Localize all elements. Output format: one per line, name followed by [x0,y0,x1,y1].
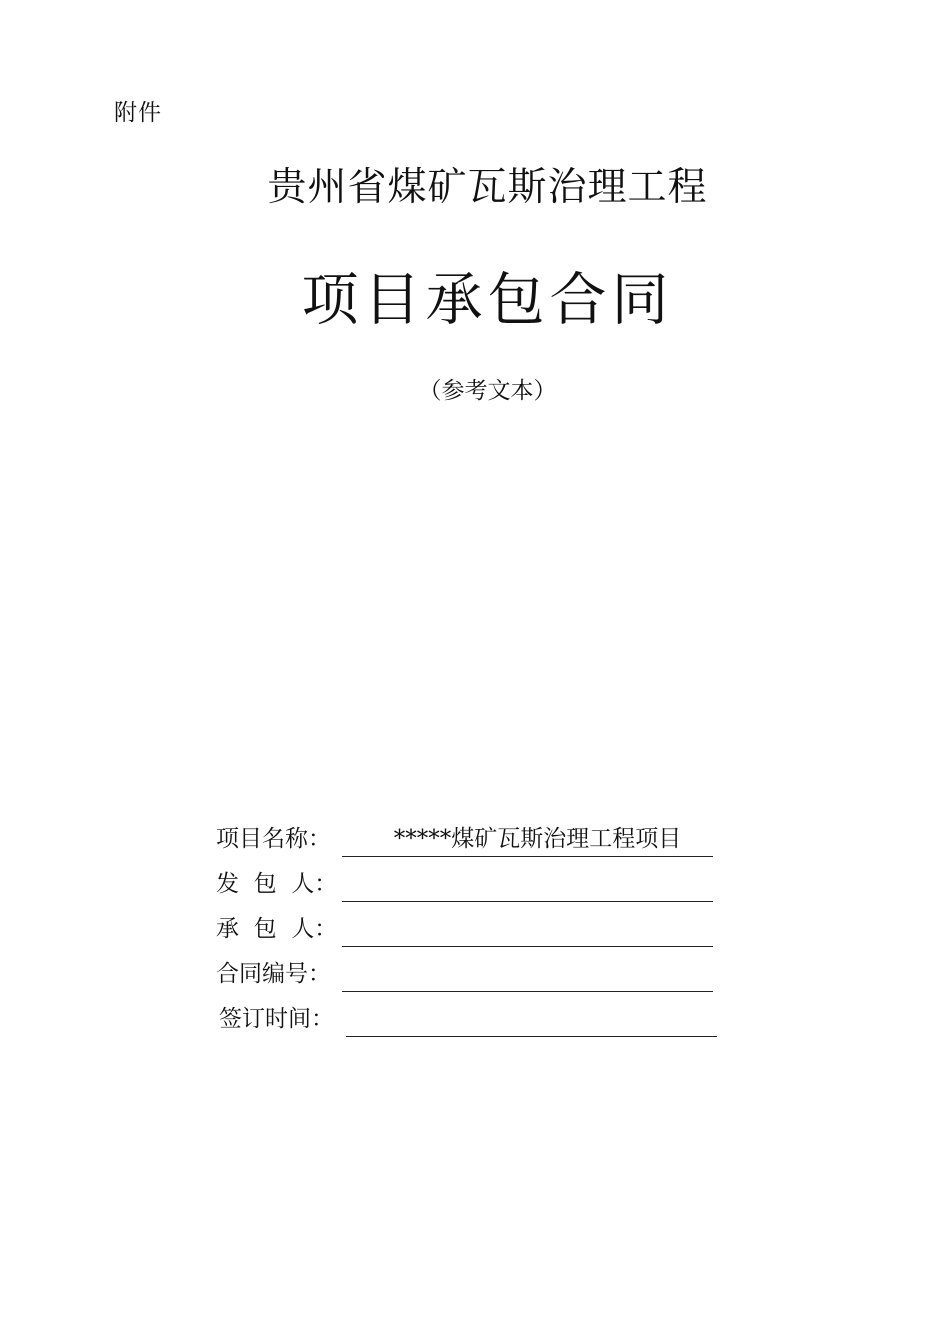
document-title-line2: 项目承包合同 [301,267,674,333]
field-label-signing-date: 签订时间： [219,1006,334,1032]
underline-signing-date [346,1036,717,1037]
contract-info-fields [216,818,736,1043]
field-label-employer: 发 包 人： [216,871,338,897]
document-title-line1: 贵州省煤矿瓦斯治理工程 [267,165,708,210]
field-label-project-name: 项目名称： [216,826,331,852]
underline-contract-number [342,991,713,992]
field-contractor [216,908,736,953]
field-label-contractor: 承 包 人： [216,916,338,942]
field-employer [216,863,736,908]
field-label-contract-number: 合同编号： [216,961,331,987]
field-value-project-name: *****煤矿瓦斯治理工程项目 [393,826,682,852]
field-project-name [216,818,736,863]
underline-contractor [342,946,713,947]
document-subtitle: （参考文本） [418,378,557,404]
attachment-label: 附件 [114,100,162,126]
field-signing-date [216,998,736,1043]
underline-project-name [342,856,713,857]
underline-employer [342,901,713,902]
field-contract-number [216,953,736,998]
